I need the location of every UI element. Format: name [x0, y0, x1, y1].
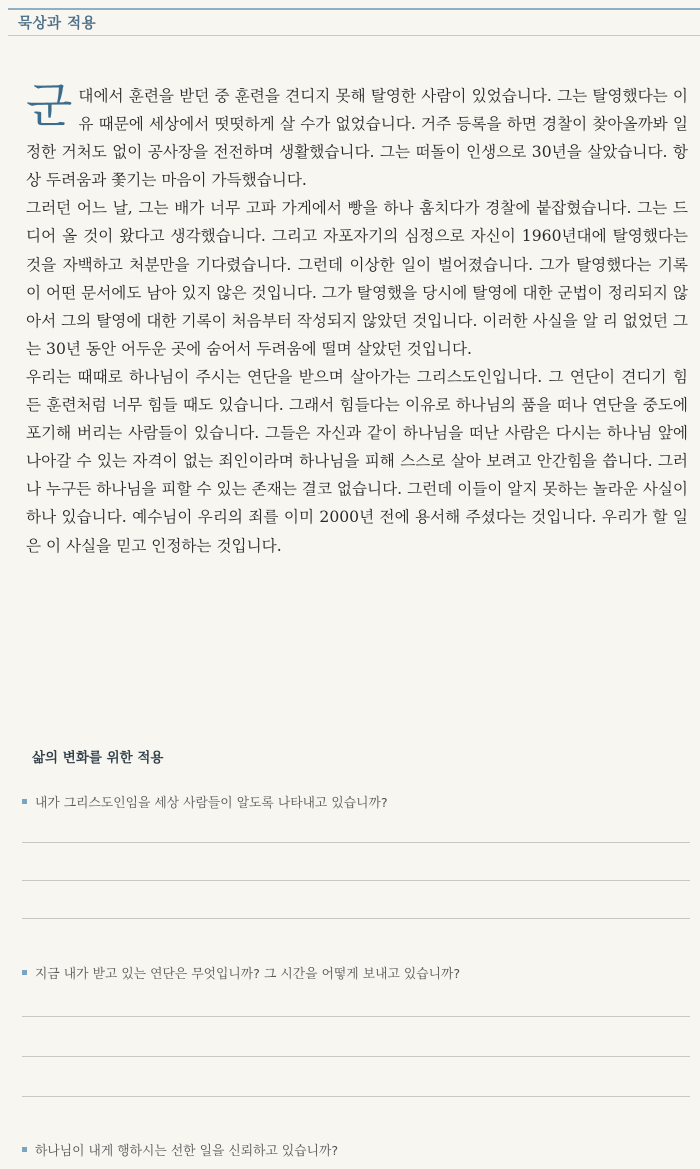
question-1-text: 내가 그리스도인임을 세상 사람들이 알도록 나타내고 있습니까? [35, 796, 388, 811]
answer-line[interactable] [22, 1096, 690, 1097]
section-header [0, 0, 700, 40]
bullet-icon [22, 970, 27, 975]
question-2-text: 지금 내가 받고 있는 연단은 무엇입니까? 그 시간을 어떻게 보내고 있습니까? [35, 967, 461, 982]
paragraph-1-text: 대에서 훈련을 받던 중 훈련을 견디지 못해 탈영한 사람이 있었습니다. 그는 탈영했다는 이유 때문에 세상에서 떳떳하게 살 수가 없었습니다. 거주 등록을 하면 경찰이 찾아올까봐 일정한 거처도 없이 공사장을 전전하며 생활했습니다. 그는 떠돌이 인생으로 30년을 살았습니다. 항상 두려움과 쫓기는 마음이 가득했습니다. [26, 87, 688, 190]
drop-cap: 군 [26, 78, 73, 134]
answer-line[interactable] [22, 1056, 690, 1057]
answer-line[interactable] [22, 842, 690, 843]
header-divider [8, 35, 700, 36]
meditation-text [26, 78, 688, 560]
question-3 [22, 1140, 338, 1159]
section-title: 묵상과 적용 [18, 16, 97, 32]
bullet-icon [22, 1147, 27, 1152]
question-3-text: 하나님이 내게 행하시는 선한 일을 신뢰하고 있습니까? [35, 1144, 339, 1159]
bullet-icon [22, 799, 27, 804]
paragraph-3: 우리는 때때로 하나님이 주시는 연단을 받으며 살아가는 그리스도인입니다. 그 연단이 견디기 힘든 훈련처럼 너무 힘들 때도 있습니다. 그래서 힘들다는 이유로 하나님의 품을 떠나 연단을 중도에 포기해 버리는 사람들이 있습니다. 그들은 자신과 같이 하나님을 떠난 사람은 다시는 하나님 앞에 나아갈 수 있는 자격이 없는 죄인이라며 하나님을 피해 스스로 살아 보려고 안간힘을 씁니다. 그러나 누구든 하나님을 피할 수 있는 존재는 결코 없습니다. 그런데 이들이 알지 못하는 놀라운 사실이 하나 있습니다. 예수님이 우리의 죄를 이미 2000년 전에 용서해 주셨다는 것입니다. 우리가 할 일은 이 사실을 믿고 인정하는 것입니다. [26, 367, 688, 555]
answer-line[interactable] [22, 1016, 690, 1017]
answer-line[interactable] [22, 918, 690, 919]
question-2 [22, 963, 460, 982]
paragraph-1 [26, 78, 688, 194]
question-1 [22, 792, 388, 811]
paragraph-2: 그러던 어느 날, 그는 배가 너무 고파 가게에서 빵을 하나 훔치다가 경찰에 붙잡혔습니다. 그는 드디어 올 것이 왔다고 생각했습니다. 그리고 자포자기의 심정으로 자신이 1960년대에 탈영했다는 것을 자백하고 처분만을 기다렸습니다. 그런데 이상한 일이 벌어졌습니다. 그가 탈영했다는 기록이 어떤 문서에도 남아 있지 않은 것입니다. 그가 탈영했을 당시에 탈영에 대한 군법이 정리되지 않아서 그의 탈영에 대한 기록이 처음부터 작성되지 않았던 것입니다. 이러한 사실을 알 리 없었던 그는 30년 동안 어두운 곳에 숨어서 두려움에 떨며 살았던 것입니다. [26, 199, 688, 358]
header-top-line [8, 8, 700, 10]
answer-line[interactable] [22, 880, 690, 881]
application-title: 삶의 변화를 위한 적용 [32, 750, 164, 766]
